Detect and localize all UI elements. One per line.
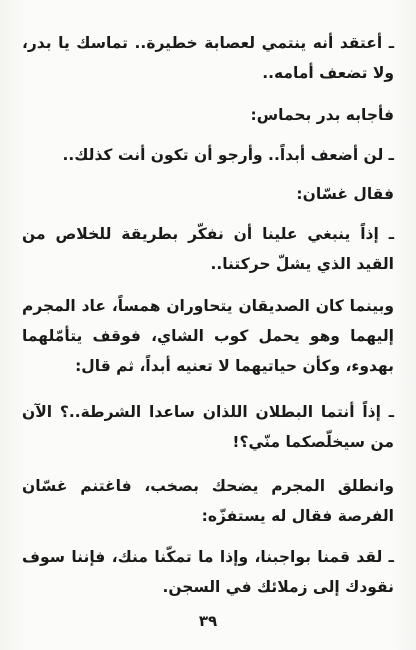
page-text-5	[22, 219, 394, 279]
page-text-8	[22, 471, 394, 531]
page-text	[22, 28, 394, 88]
paragraph-6: وبينما كان الصديقان يتحاوران همساً، عاد المجرم إليهما وهو يحمل كوب الشاي، فوقف يتأمّلهما بهدوء، وكأن حياتيهما لا تعنيه أبداً، ثم قال:	[22, 297, 394, 375]
paragraph-7: ـ إذاً أنتما البطلان اللذان ساعدا الشرطة..؟ الآن من سيخلّصكما منّي؟!	[22, 403, 394, 451]
page-text-7	[22, 397, 394, 457]
page-text-6	[22, 291, 394, 381]
paragraph-4: فقال غسّان:	[296, 185, 394, 203]
paragraph-3: ـ لن أضعف أبداً.. وأرجو أن تكون أنت كذلك..	[62, 146, 394, 164]
page-text-9	[22, 542, 394, 602]
page-text-3	[22, 140, 394, 170]
paragraph-2: فأجابه بدر بحماس:	[250, 106, 394, 124]
page-text-2	[22, 100, 394, 130]
paragraph-9: ـ لقد قمنا بواجبنا، وإذا ما تمكّنا منك، فإننا سوف نقودك إلى زملائك في السجن.	[22, 548, 394, 596]
paragraph-8: وانطلق المجرم يضحك بصخب، فاغتنم غسّان الفرصة فقال له يستفزّه:	[22, 477, 394, 525]
page-number: ٣٩	[198, 612, 218, 630]
page-text-4	[22, 179, 394, 209]
paragraph-1: ـ أعتقد أنه ينتمي لعصابة خطيرة.. تماسك يا بدر، ولا تضعف أمامه..	[22, 34, 394, 82]
paragraph-5: ـ إذاً ينبغي علينا أن نفكّر بطريقة للخلاص من القيد الذي يشلّ حركتنا..	[22, 225, 394, 273]
